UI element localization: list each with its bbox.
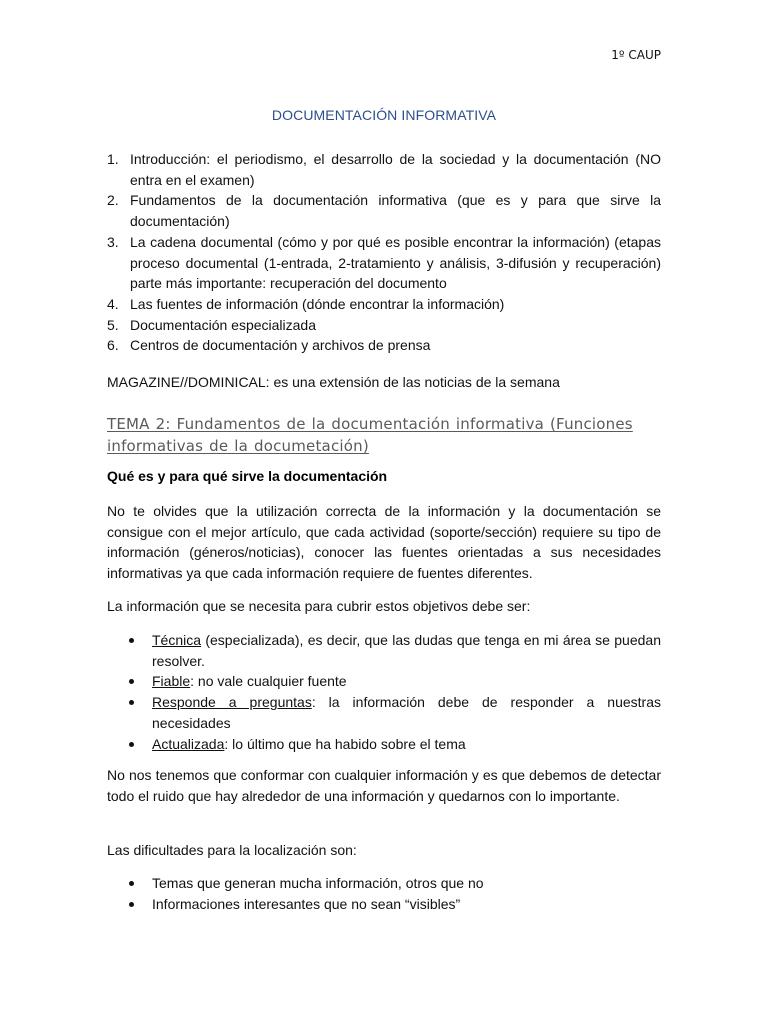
magazine-note: MAGAZINE//DOMINICAL: es una extensión de las noticias de la semana — [107, 374, 560, 390]
list-number: 2. — [107, 192, 119, 209]
list-item-text: Introducción: el periodismo, el desarrollo de la sociedad y la documentación (NO entra en el examen) — [130, 151, 661, 188]
term: Responde a preguntas — [152, 694, 312, 711]
list-item — [107, 294, 661, 315]
list-item — [107, 894, 661, 915]
list-number: 5. — [107, 316, 119, 333]
term-description: (especializada), es decir, que las dudas que tenga en mi área se puedan resolver. — [152, 632, 661, 669]
list-item — [107, 232, 661, 294]
list-item — [107, 692, 661, 733]
difficulties-list — [107, 873, 661, 914]
bullet-icon — [129, 902, 134, 907]
bullet-icon — [129, 881, 134, 886]
list-item — [107, 734, 661, 755]
list-item — [107, 671, 661, 692]
list-item-text: Documentación especializada — [130, 316, 316, 333]
bullet-icon — [129, 679, 134, 684]
term-description: : lo último que ha habido sobre el tema — [224, 735, 466, 752]
list-number: 6. — [107, 337, 119, 354]
term: Técnica — [152, 632, 202, 648]
list-item — [107, 630, 661, 671]
list-item-text: Temas que generan mucha información, otros que no — [152, 875, 484, 891]
term: Fiable — [152, 673, 191, 690]
paragraph: No te olvides que la utilización correcta de la información y la documentación se consigue con el mejor artículo, que cada actividad (soporte/sección) requiere su tipo de información (géneros/noticias), conocer las fuentes orientadas a sus necesidades informativas ya que cada información requiere de fuentes diferentes. — [107, 503, 661, 582]
term-description: : no vale cualquier fuente — [190, 673, 347, 690]
list-item — [107, 315, 661, 336]
list-item — [107, 873, 661, 894]
list-item-text: Informaciones interesantes que no sean “visibles” — [152, 895, 461, 912]
list-number: 4. — [107, 295, 119, 312]
list-item-text: Centros de documentación y archivos de prensa — [130, 337, 431, 354]
paragraph: La información que se necesita para cubrir estos objetivos debe ser: — [107, 598, 531, 614]
list-item-text: Las fuentes de información (dónde encontrar la información) — [130, 295, 505, 312]
paragraph: No nos tenemos que conformar con cualquier información y es que debemos de detectar todo el ruido que hay alrededor de una información y quedarnos con lo importante. — [107, 767, 661, 804]
bullet-icon — [129, 742, 134, 747]
list-item — [107, 335, 661, 356]
paragraph: Las dificultades para la localización son: — [107, 842, 357, 858]
bullet-icon — [129, 700, 134, 705]
term-description: : la información debe de responder a nuestras necesidades — [152, 694, 661, 731]
document-title: DOCUMENTACIÓN INFORMATIVA — [271, 107, 497, 123]
subheading: Qué es y para qué sirve la documentación — [107, 468, 388, 484]
list-item — [107, 190, 661, 231]
term: Actualizada — [152, 735, 225, 752]
course-label: 1º CAUP — [611, 48, 661, 62]
requirements-list — [107, 630, 661, 754]
topics-list — [107, 149, 661, 356]
list-number: 3. — [107, 233, 119, 250]
bullet-icon — [129, 638, 134, 643]
list-item-text: Fundamentos de la documentación informativa (que es y para que sirve la documentación) — [130, 192, 661, 230]
list-number: 1. — [107, 151, 119, 167]
list-item — [107, 149, 661, 190]
section-heading: TEMA 2: Fundamentos de la documentación informativa (Funciones informativas de la documetación) — [107, 415, 633, 455]
list-item-text: La cadena documental (cómo y por qué es posible encontrar la información) (etapas proceso documental (1-entrada, 2-tratamiento y análisis, 3-difusión y recuperación) parte más importante: recuperación del documento — [130, 233, 661, 292]
